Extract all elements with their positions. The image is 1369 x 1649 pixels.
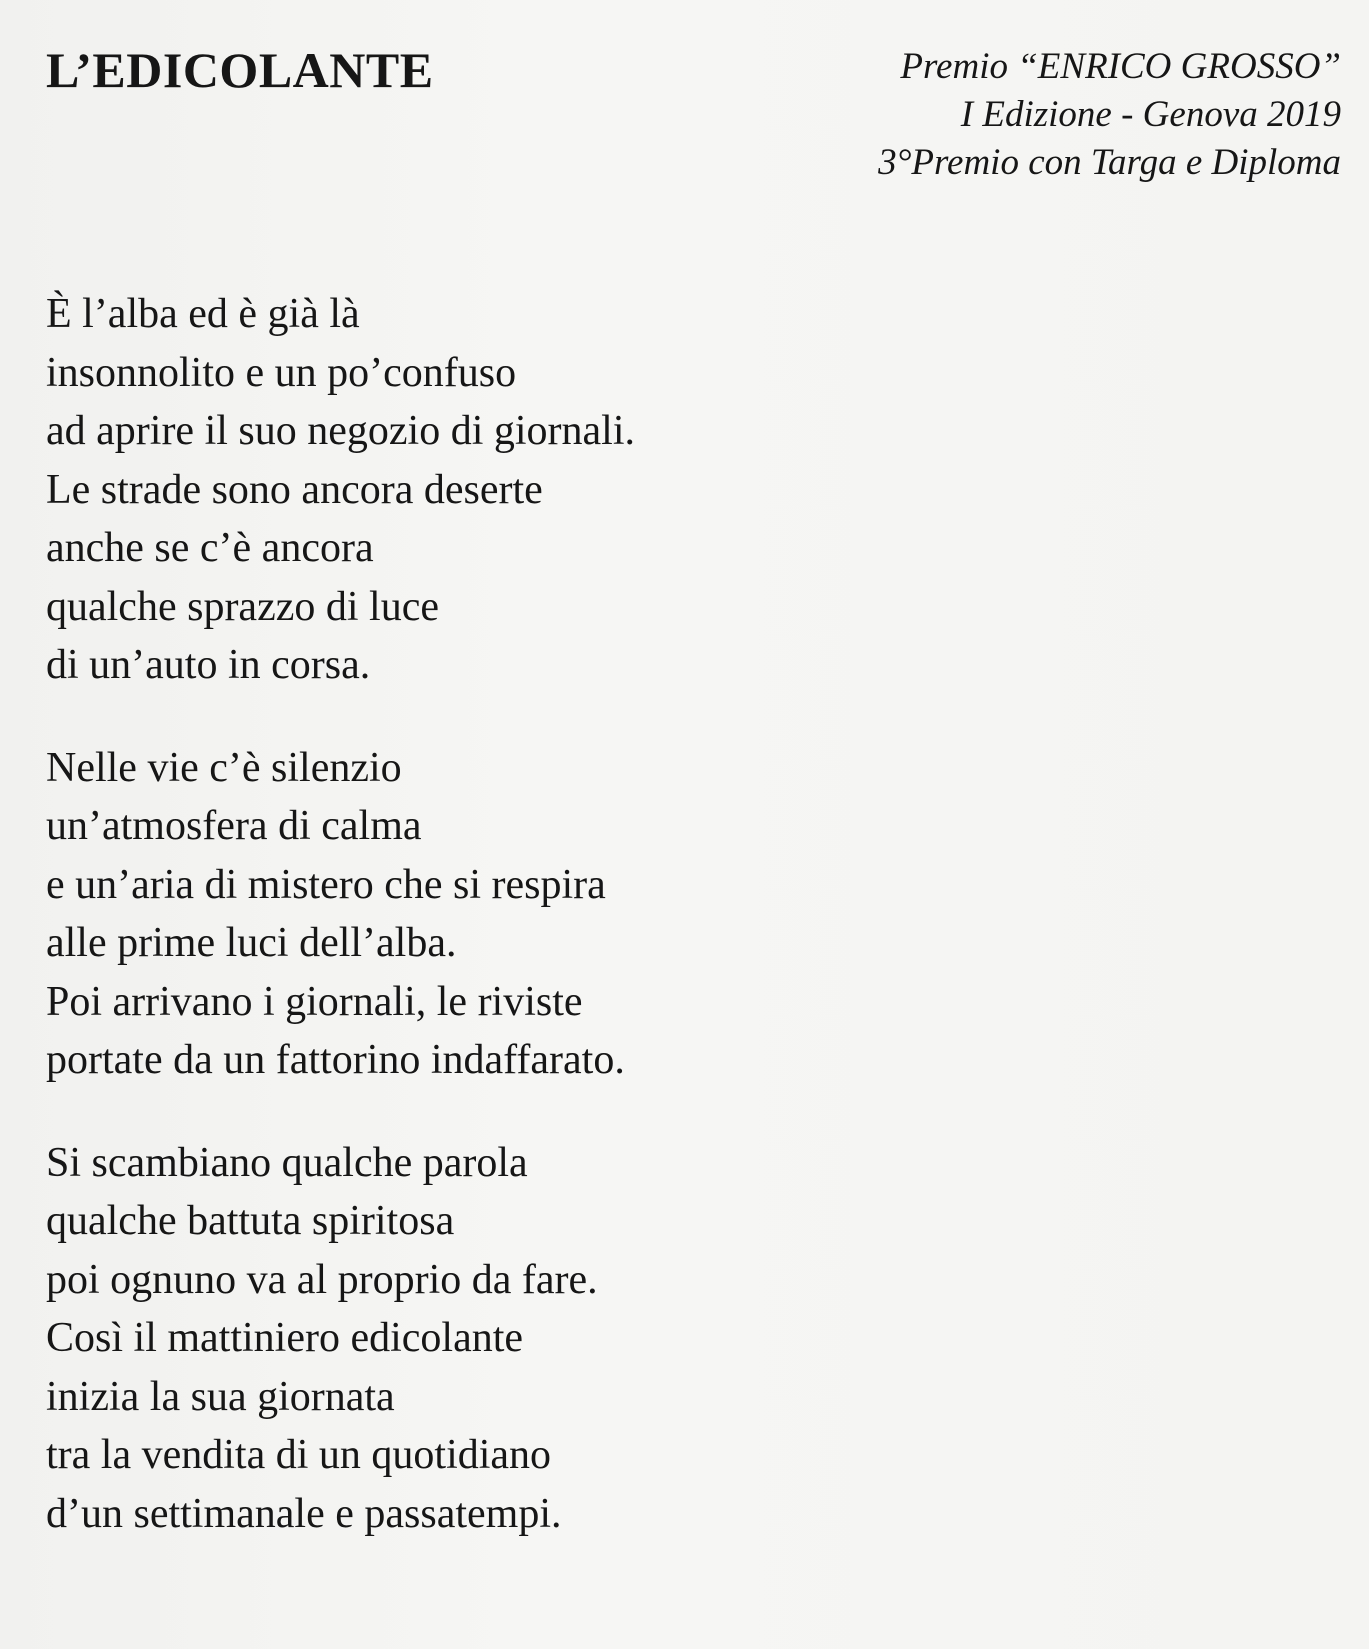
poem-line: poi ognuno va al proprio da fare. [46, 1256, 598, 1303]
award-info [878, 43, 1341, 187]
poem-line: di un’auto in corsa. [46, 642, 371, 688]
poem-line: un’atmosfera di calma [46, 803, 422, 849]
award-line: 3°Premio con Targa e Diploma [878, 142, 1341, 183]
poem-line: Si scambiano qualche parola [46, 1139, 528, 1186]
poem-line: qualche battuta spiritosa [46, 1198, 455, 1244]
poem-line: È l’alba ed è già là [46, 291, 360, 337]
award-line: Premio “ENRICO GROSSO” [900, 46, 1341, 87]
stanza-3 [46, 1134, 946, 1544]
award-line: I Edizione - Genova 2019 [960, 94, 1341, 135]
stanza-2 [46, 739, 946, 1090]
poem-title: L’EDICOLANTE [46, 42, 434, 98]
poem-line: portate da un fattorino indaffarato. [46, 1037, 625, 1083]
poem-line: Poi arrivano i giornali, le riviste [46, 978, 583, 1025]
poem-line: tra la vendita di un quotidiano [46, 1432, 552, 1478]
stanza-1 [46, 285, 946, 695]
poem-line: d’un settimanale e passatempi. [46, 1490, 562, 1537]
poem-line: inizia la sua giornata [46, 1373, 395, 1420]
poem-line: Così il mattiniero edicolante [46, 1315, 524, 1361]
poem-line: Le strade sono ancora deserte [46, 466, 543, 513]
poem-line: qualche sprazzo di luce [46, 583, 439, 630]
poem-line: insonnolito e un po’confuso [46, 349, 517, 396]
poem-line: alle prime luci dell’alba. [46, 920, 457, 966]
poem-line: ad aprire il suo negozio di giornali. [46, 408, 636, 454]
poem-body [46, 285, 946, 1543]
poem-line: anche se c’è ancora [46, 525, 374, 571]
poem-line: Nelle vie c’è silenzio [46, 744, 402, 791]
poem-line: e un’aria di mistero che si respira [46, 861, 606, 908]
